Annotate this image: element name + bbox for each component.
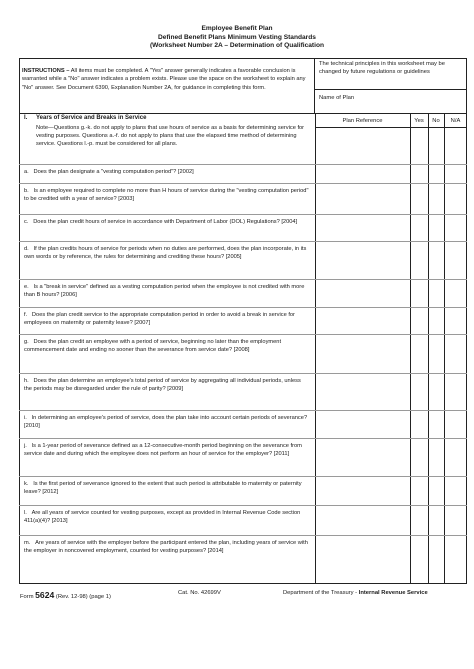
question-letter: d. xyxy=(24,246,29,252)
na-header: N/A xyxy=(450,118,461,124)
question-text: Are years of service with the employer before the participant entered the plan, including years of service with the employer in noncovered employment, counted for vesting purposes? [2014] xyxy=(24,540,308,555)
instructions-bottom-rule xyxy=(19,113,467,114)
section-number: I. xyxy=(24,115,28,121)
question-m xyxy=(24,539,310,555)
question-letter: k. xyxy=(24,481,29,487)
row-rule xyxy=(19,535,467,536)
no-header: No xyxy=(432,118,440,124)
row-rule xyxy=(19,241,467,242)
question-letter: g. xyxy=(24,339,29,345)
name-of-plan-divider xyxy=(314,89,467,90)
question-letter: h. xyxy=(24,378,29,384)
question-text: Are all years of service counted for vesting purposes, except as provided in Internal Revenue Code section 411(a)(4)? [2013] xyxy=(24,510,301,525)
row-rule xyxy=(19,279,467,280)
question-text: Does the plan determine an employee's total period of service by aggregating all individual periods, unless the periods may be disregarded under the rule of parity? [2009] xyxy=(24,378,301,393)
technical-note: The technical principles in this worksheet may be changed by future regulations or guidelines xyxy=(319,61,445,75)
question-letter: c. xyxy=(24,219,29,225)
name-of-plan-label: Name of Plan xyxy=(319,95,355,101)
question-text: Is a "break in service" defined as a vesting computation period when the employee is not credited with more than B hours? [2006] xyxy=(24,284,305,299)
column-header-rule xyxy=(315,127,467,128)
section-title: Years of Service and Breaks in Service xyxy=(36,115,147,121)
question-text: Does the plan credit an employee with a period of service, beginning no later than the employment commencement date and ending no sooner than the severance from service date? [2008] xyxy=(24,339,282,354)
agency-name: Internal Revenue Service xyxy=(358,590,428,596)
question-letter: e. xyxy=(24,284,29,290)
header-title: Employee Benefit Plan xyxy=(201,25,273,32)
row-rule xyxy=(19,183,467,184)
question-letter: m. xyxy=(24,540,31,546)
row-rule xyxy=(19,373,467,374)
instructions-label: INSTRUCTIONS – xyxy=(22,68,70,74)
question-letter: a. xyxy=(24,169,29,175)
question-text: Does the plan designate a "vesting computation period"? [2002] xyxy=(33,169,194,175)
form-revision: (Rev. 12-98) (page 1) xyxy=(55,594,111,600)
plan-reference-header: Plan Reference xyxy=(342,118,383,124)
row-rule xyxy=(19,438,467,439)
question-text: Is a 1-year period of severance defined as a 12-consecutive-month period beginning on the severance from service date and during which the employee does not perform an hour of service for the employer? [2011] xyxy=(24,443,302,458)
question-c xyxy=(24,218,310,226)
question-letter: b. xyxy=(24,188,29,194)
question-a xyxy=(24,168,310,176)
question-b xyxy=(24,187,310,203)
row-rule xyxy=(19,214,467,215)
question-text: Is an employee required to complete no more than H hours of service during the "vesting computation period" to be credited with a year of service? [2003] xyxy=(24,188,309,203)
agency-line xyxy=(283,590,428,596)
question-e xyxy=(24,283,310,299)
question-text: Does the plan credit hours of service in accordance with Department of Labor (DOL) Regulations? [2004] xyxy=(33,219,298,225)
yes-header: Yes xyxy=(414,118,424,124)
instructions xyxy=(22,67,312,92)
row-rule xyxy=(19,334,467,335)
form-header xyxy=(0,25,474,51)
question-j xyxy=(24,442,310,458)
question-text: Does the plan credit service to the appropriate computation period in order to avoid a break in service for employees on maternity or paternity leave? [2007] xyxy=(24,312,295,327)
form-label: Form xyxy=(20,594,34,600)
header-worksheet-number: (Worksheet Number 2A – Determination of Qualification xyxy=(149,42,325,50)
row-rule xyxy=(19,307,467,308)
question-f xyxy=(24,311,310,327)
question-letter: f. xyxy=(24,312,28,318)
question-l xyxy=(24,509,310,525)
row-rule xyxy=(19,476,467,477)
question-text: If the plan credits hours of service for periods when no duties are performed, does the plan incorporate, in its own words or by reference, the rules for determining and crediting these hours? [2005] xyxy=(24,246,307,261)
header-subtitle: Defined Benefit Plans Minimum Vesting Standards xyxy=(158,33,316,41)
question-letter: l. xyxy=(24,510,27,516)
question-i xyxy=(24,414,310,430)
question-g xyxy=(24,338,310,354)
question-d xyxy=(24,245,310,261)
catalog-number: Cat. No. 42699V xyxy=(178,590,221,596)
instructions-divider xyxy=(314,58,315,113)
row-rule xyxy=(19,505,467,506)
question-letter: j. xyxy=(24,443,27,449)
row-rule xyxy=(19,410,467,411)
section-note: Note—Questions g.-k. do not apply to plans that use hours of service as a basis for determining service for vesting purposes. Questions a.-f. do not apply to plans that use the elapsed time method of determining service. Questions l.-p. must be considered for all plans. xyxy=(36,125,305,148)
form-number: 5624 xyxy=(35,590,55,600)
question-h xyxy=(24,377,310,393)
form-id xyxy=(20,590,111,600)
question-text: Is the first period of severance ignored to the extent that such period is attributable to maternity or paternity leave? [2012] xyxy=(24,481,302,496)
row-rule xyxy=(19,164,467,165)
instructions-text: All items must be completed. A "Yes" answer generally indicates a favorable conclusion is warranted while a "No" answer indicates a problem exists. Please use the space on the worksheet to explain any "No" answer. See Document 6390, Explanation Number 2A, for guidance in completing this form. xyxy=(22,68,306,91)
department-name: Department of the Treasury - xyxy=(283,590,359,596)
question-letter: i. xyxy=(24,415,27,421)
question-k xyxy=(24,480,310,496)
question-text: In determining an employee's period of service, does the plan take into account certain periods of severance? [2010] xyxy=(24,415,308,430)
